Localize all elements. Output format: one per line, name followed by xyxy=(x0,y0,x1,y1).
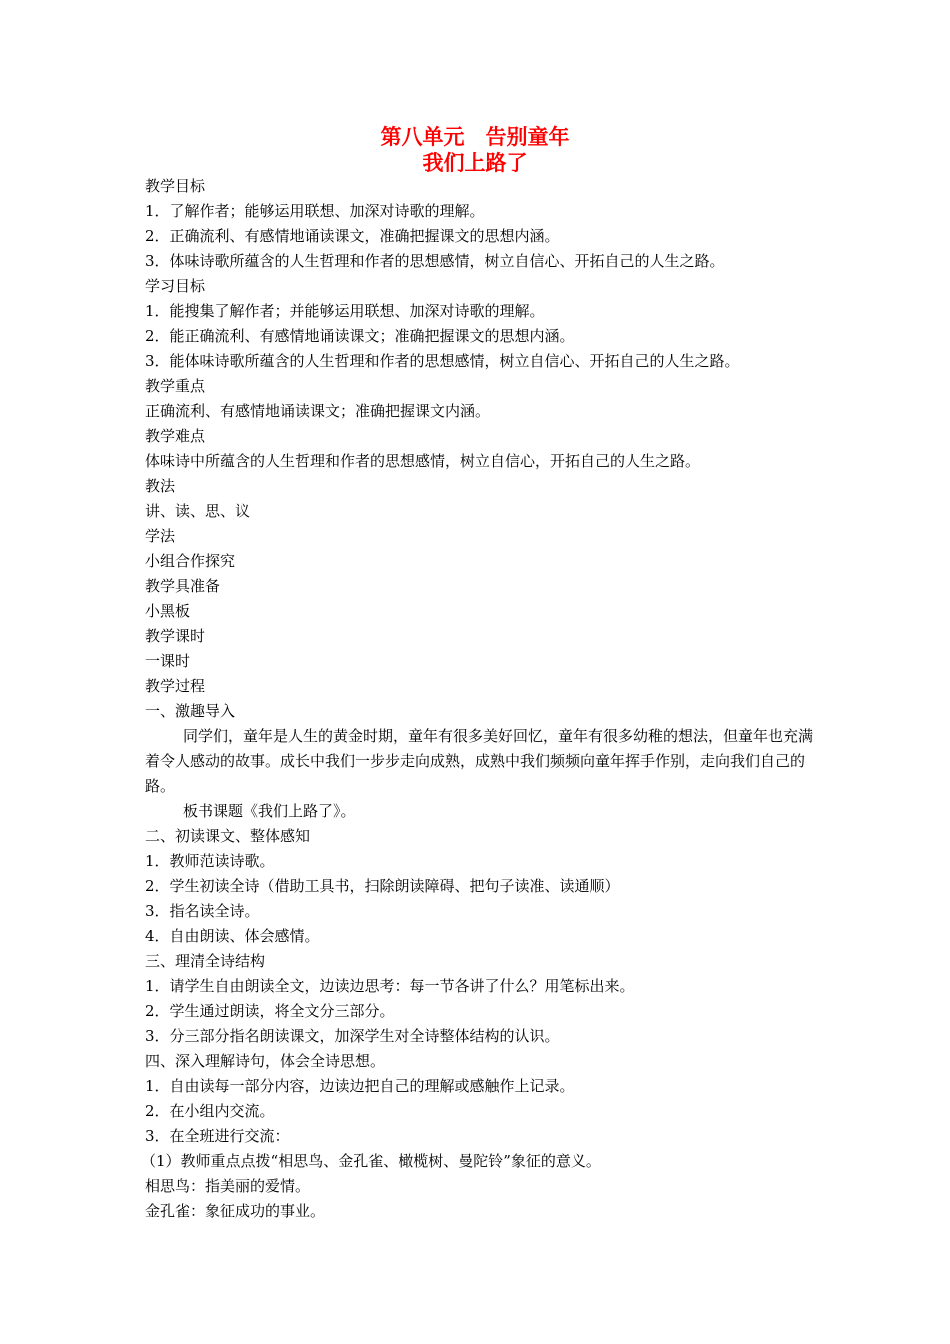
section-heading: 学法 xyxy=(145,527,176,545)
list-item: 1．自由读每一部分内容，边读边把自己的理解或感触作上记录。 xyxy=(145,1077,575,1095)
list-item: 3．分三部分指名朗读课文，加深学生对全诗整体结构的认识。 xyxy=(145,1027,560,1045)
section-heading: 教学难点 xyxy=(145,427,206,445)
paragraph: 小黑板 xyxy=(145,602,191,620)
step-heading: 三、理清全诗结构 xyxy=(145,952,266,970)
paragraph: 金孔雀：象征成功的事业。 xyxy=(145,1202,326,1220)
lesson-title: 我们上路了 xyxy=(422,151,528,175)
list-item: 1．能搜集了解作者；并能够运用联想、加深对诗歌的理解。 xyxy=(145,302,545,320)
paragraph: 体味诗中所蕴含的人生哲理和作者的思想感情，树立自信心，开拓自己的人生之路。 xyxy=(145,452,701,470)
list-item: 1．请学生自由朗读全文，边读边思考：每一节各讲了什么？用笔标出来。 xyxy=(145,977,635,995)
list-item: 2．学生通过朗读，将全文分三部分。 xyxy=(145,1002,395,1020)
list-item: 1．了解作者；能够运用联想、加深对诗歌的理解。 xyxy=(145,202,485,220)
section-heading: 教法 xyxy=(145,477,176,495)
list-item: 2．学生初读全诗（借助工具书，扫除朗读障碍、把句子读准、读通顺） xyxy=(145,877,620,895)
paragraph: 小组合作探究 xyxy=(145,552,236,570)
section-heading: 教学过程 xyxy=(145,677,206,695)
list-item: 2．能正确流利、有感情地诵读课文；准确把握课文的思想内涵。 xyxy=(145,327,575,345)
list-item: 2．在小组内交流。 xyxy=(145,1102,275,1120)
paragraph: 讲、读、思、议 xyxy=(145,502,251,520)
step-heading: 一、激趣导入 xyxy=(145,702,236,720)
list-item: 3．在全班进行交流： xyxy=(145,1127,290,1145)
section-heading: 教学目标 xyxy=(145,177,206,195)
list-item: 4．自由朗读、体会感情。 xyxy=(145,927,320,945)
section-heading: 教学重点 xyxy=(145,377,206,395)
list-item: 1．教师范读诗歌。 xyxy=(145,852,275,870)
list-item: 3．能体味诗歌所蕴含的人生哲理和作者的思想感情，树立自信心、开拓自己的人生之路。 xyxy=(145,352,740,370)
section-heading: 学习目标 xyxy=(145,277,206,295)
list-item: 3．体味诗歌所蕴含的人生哲理和作者的思想感情，树立自信心、开拓自己的人生之路。 xyxy=(145,252,725,270)
list-item: 2．正确流利、有感情地诵读课文，准确把握课文的思想内涵。 xyxy=(145,227,560,245)
lesson-plan-body xyxy=(141,174,814,1224)
step-heading: 二、初读课文、整体感知 xyxy=(145,827,311,845)
paragraph: 板书课题《我们上路了》。 xyxy=(183,802,356,820)
intro-paragraph: 同学们，童年是人生的黄金时期，童年有很多美好回忆，童年有很多幼稚的想法，但童年也充满着令人感动的故事。成长中我们一步步走向成熟，成熟中我们频频向童年挥手作别，走向我们自己的路。 xyxy=(145,727,814,795)
sub-list-item: （1）教师重点点拨“相思鸟、金孔雀、橄榄树、曼陀铃”象征的意义。 xyxy=(141,1152,601,1170)
step-heading: 四、深入理解诗句，体会全诗思想。 xyxy=(145,1052,386,1070)
paragraph: 正确流利、有感情地诵读课文；准确把握课文内涵。 xyxy=(145,402,491,420)
paragraph: 相思鸟：指美丽的爱情。 xyxy=(145,1177,311,1195)
paragraph: 一课时 xyxy=(145,652,191,670)
section-heading: 教学课时 xyxy=(145,627,206,645)
section-heading: 教学具准备 xyxy=(145,577,221,595)
unit-title: 第八单元 告别童年 xyxy=(380,125,570,149)
list-item: 3．指名读全诗。 xyxy=(145,902,260,920)
